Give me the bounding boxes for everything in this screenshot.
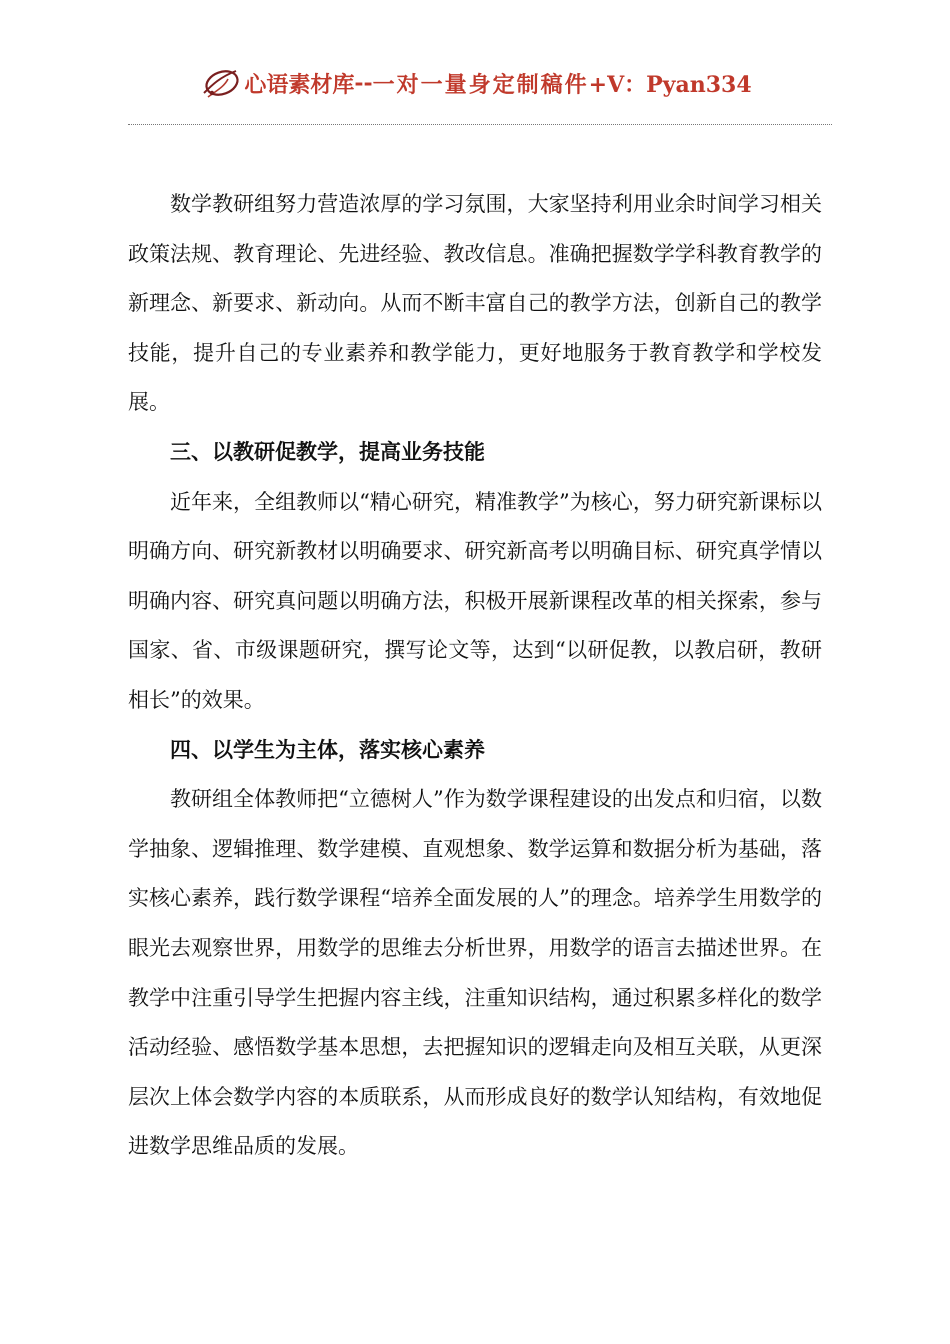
paragraph: 数学教研组努力营造浓厚的学习氛围，大家坚持利用业余时间学习相关政策法规、教育理论、先进经验、教改信息。准确把握数学学科教育教学的新理念、新要求、新动向。从而不断丰富自己的教学方法，创新自己的教学技能，提升自己的专业素养和教学能力，更好地服务于教育教学和学校发展。 [128, 192, 822, 415]
document-body [128, 180, 822, 1172]
section-heading: 四、以学生为主体，落实核心素养 [170, 737, 485, 762]
signature-swirl-logo-icon [198, 63, 242, 103]
brand-name: 心语素材库 [244, 71, 355, 98]
brand-slogan: 一对一量身定制稿件 [372, 71, 589, 98]
header-divider [128, 124, 832, 125]
brand-separator: -- [354, 70, 373, 96]
brand-banner [198, 63, 751, 103]
section-heading: 三、以教研促教学，提高业务技能 [170, 439, 485, 464]
paragraph: 近年来，全组教师以“精心研究，精准教学”为核心，努力研究新课标以明确方向、研究新教材以明确要求、研究新高考以明确目标、研究真学情以明确内容、研究真问题以明确方法，积极开展新课程改革的相关探索，参与国家、省、市级课题研究，撰写论文等，达到“以研促教，以教启研，教研相长”的效果。 [128, 489, 822, 712]
page-header [0, 58, 950, 108]
paragraph: 教研组全体教师把“立德树人”作为数学课程建设的出发点和归宿，以数学抽象、逻辑推理、数学建模、直观想象、数学运算和数据分析为基础，落实核心素养，践行数学课程“培养全面发展的人”的理念。培养学生用数学的眼光去观察世界，用数学的思维去分析世界，用数学的语言去描述世界。在教学中注重引导学生把握内容主线，注重知识结构，通过积累多样化的数学活动经验、感悟数学基本思想，去把握知识的逻辑走向及相互关联，从更深层次上体会数学内容的本质联系，从而形成良好的数学认知结构，有效地促进数学思维品质的发展。 [128, 787, 822, 1159]
brand-contact: +V：Pyan334 [588, 71, 752, 98]
